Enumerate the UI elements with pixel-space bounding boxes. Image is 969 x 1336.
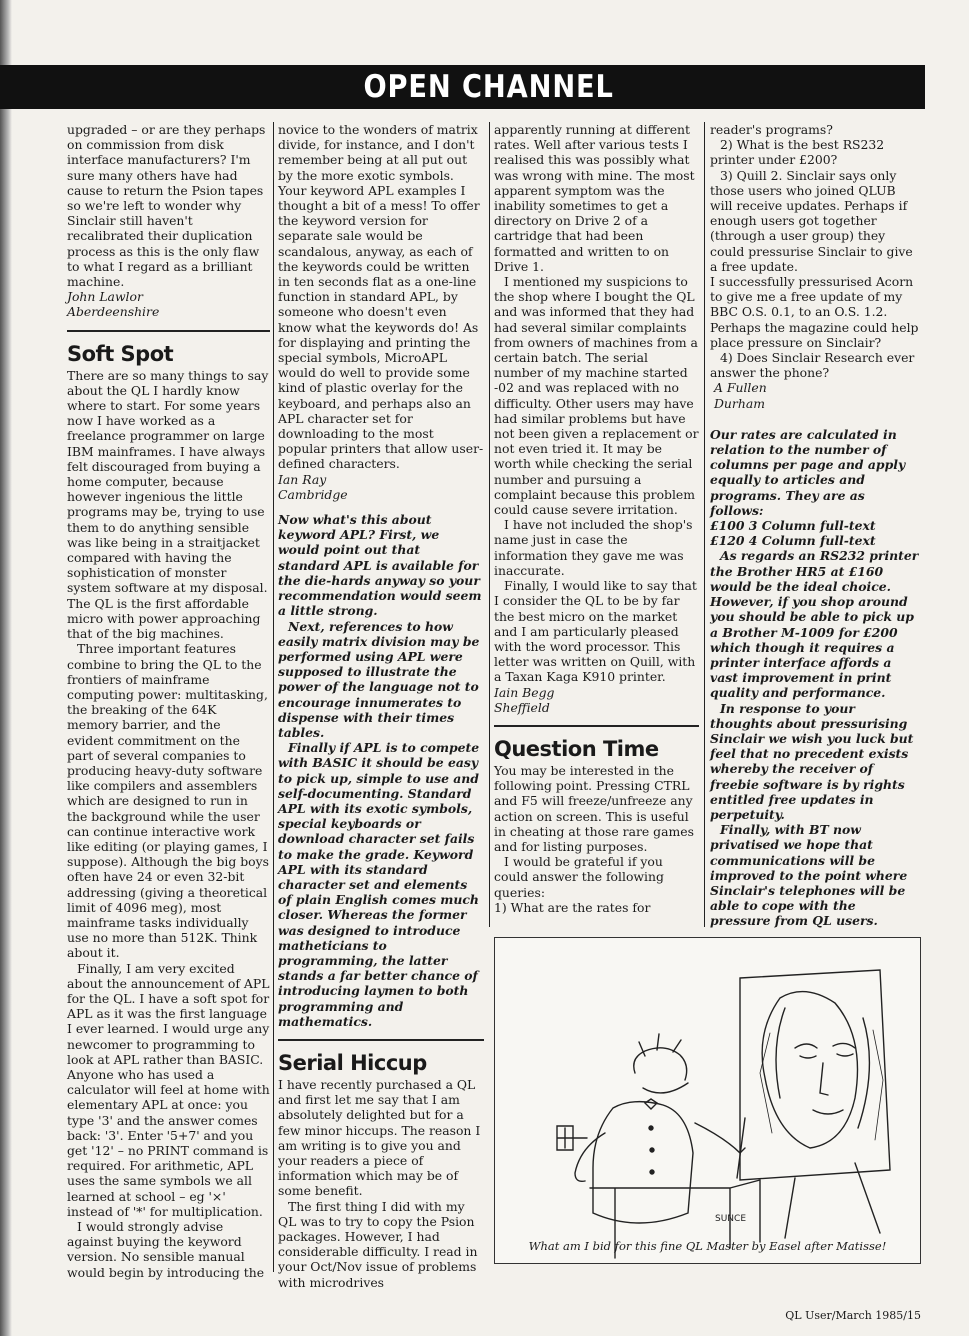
paragraph: I have not included the shop's name just in case the information they gave me was inaccurate. (494, 517, 693, 578)
heading-question-time: Question Time (494, 736, 659, 761)
section-rule (278, 1039, 484, 1041)
paragraph: The first thing I did with my QL was to try to copy the Psion packages. However, I had considerable difficulty. I read in your Oct/Nov issue of problems with microdrives (278, 1198, 478, 1290)
letter-location: Cambridge (278, 486, 348, 502)
paragraph: Three important features combine to bring the QL to the frontiers of mainframe computing power: multitasking, the breaking of the 64K memory barrier, and the evident commitment on the part of several companies to producing heavy-duty software like compilers and assemblers which are designed to run in the background while the user can continue interactive work like editing (or playing games, I suppose). Although the big boys often have 24 or even 32-bit addressing (giving a theoretical limit of 4096 meg), most mainframe tasks individually use no more than 512K. Think about it. (67, 641, 269, 961)
section-header (0, 65, 925, 109)
query-item: 1) What are the rates for (494, 899, 651, 915)
cartoon-caption: What am I bid for this fine QL Master by Easel after Matisse! (528, 1239, 887, 1253)
paragraph: I would strongly advise against buying the keyword version. No sensible manual would begin by introducing the (67, 1219, 265, 1280)
page-footer: QL User/March 1985/15 (785, 1309, 921, 1322)
paragraph: reader's programs? (710, 122, 833, 137)
paragraph: Finally, I am very excited about the announcement of APL for the QL. I have a soft spot for APL as it was the first language I ever learned. I would urge any newcomer to programming to look at APL rather than BASIC. Anyone who has used a calculator will feel at home with elementary APL at once: you type '3' and the answer comes back: '3'. Enter '5+7' and you get '12' – no PRINT command is required. For arithmetic, APL uses the same symbols we all learned at school – eg '×' instead of '*' for multiplication. (67, 960, 270, 1219)
paragraph: Finally, I would like to say that I consider the QL to be by far the best micro on the market and I am particularly pleased with the word processor. This letter was written on Quill, with a Taxan Kaga K910 printer. (494, 578, 697, 685)
paragraph: There are so many things to say about the QL I hardly know where to start. For some years now I have worked as a freelance programmer on large IBM mainframes. I have always felt discouraged from buying a home computer, because however ingenious the little programs may be, trying to use them to do anything sensible was like being in a straitjacket compared with having the sophistication of monster system software at my disposal. The QL is the first affordable micro with power approaching that of the big machines. (67, 367, 269, 642)
rate-line: £120 4 Column full-text (710, 533, 876, 549)
letter-location: Aberdeenshire (67, 304, 160, 320)
artist-signature: SUNCE (715, 1214, 747, 1224)
paragraph: novice to the wonders of matrix divide, for instance, and I don't remember being at all put out by the more exotic symbols. Your keyword APL examples I thought a bit of a mess! To offer the keyword version for separate sale would be scandalous, anyway, as each of the keywords could be written in ten seconds flat as a one-line function in standard APL, by someone who doesn't even know what the keywords do! As for displaying and printing the special symbols, MicroAPL would do well to provide some kind of plastic overlay for the keyboard, and perhaps also an APL character set for downloading to the most popular printers that allow user-defined characters. (278, 122, 484, 472)
query-item: 4) Does Sinclair Research ever answer the phone? (710, 350, 915, 381)
section-title: OPEN CHANNEL (363, 69, 615, 105)
query-item: 3) Quill 2. Sinclair says only those users who joined QLUB will receive updates. Perhaps if enough users got together (through a user group) they could pressurise Sinclair to give a free update. (710, 167, 913, 274)
paragraph: apparently running at different rates. Well after various tests I realised this was possibly what was wrong with mine. The most apparent symptom was the inability sometimes to get a directory on Drive 2 of a cartridge that had been formatted and written to on Drive 1. (494, 122, 695, 274)
paragraph: You may be interested in the following point. Pressing CTRL and F5 will freeze/unfreeze any action on screen. This is useful in cheating at those rare games and for listing purposes. (494, 762, 694, 854)
letter-location: Sheffield (494, 699, 550, 715)
letter-author: A Fullen (714, 380, 767, 396)
editor-reply: In response to your thoughts about pressurising Sinclair we wish you luck but feel that no precedent exists whereby the receiver of freebie software is by rights entitled free updates in perpetuity. (710, 700, 914, 822)
paragraph: I mentioned my suspicions to the shop where I bought the QL and was informed that they had had several similar complaints from owners of machines from a certain batch. The serial number of my machine started -02 and was replaced with no difficulty. Other users may have had similar problems but have not been given a replacement or not even tried it. It may be worth while checking the serial number and pursuing a complaint because this problem could cause severe irritation. (494, 274, 699, 518)
heading-soft-spot: Soft Spot (67, 341, 174, 366)
paragraph: I have recently purchased a QL and first let me say that I am absolutely delighted but for a few minor hiccups. The reason I am writing is to give you and your readers a piece of information which may be of some benefit. (278, 1076, 481, 1199)
letter-author: Iain Begg (494, 684, 555, 700)
cartoon-drawing (495, 938, 920, 1263)
cartoon-illustration (494, 937, 921, 1264)
editor-reply: As regards an RS232 printer the Brother HR5 at £160 would be the ideal choice. However, if you shop around you should be able to pick up a Brother M-1009 for £200 which though it requires a printer interface affords a vast improvement in print quality and performance. (710, 548, 919, 701)
column-3 (494, 122, 699, 915)
letter-author: Ian Ray (278, 471, 327, 487)
letter-location: Durham (714, 395, 765, 411)
query-item: 2) What is the best RS232 printer under £200? (710, 137, 885, 168)
editor-reply: Now what's this about keyword APL? First, we would point out that standard APL is available for the die-hards anyway so your recommendation would seem a little strong. (278, 512, 482, 619)
heading-serial-hiccup: Serial Hiccup (278, 1050, 427, 1075)
column-1 (67, 122, 270, 1280)
section-rule (67, 330, 270, 332)
editor-reply: Next, references to how easily matrix division may be performed using APL were supposed to illustrate the power of the language not to encourage innumerates to dispense with their times tables. (278, 618, 480, 740)
column-divider (704, 122, 705, 927)
editor-reply: Our rates are calculated in relation to the number of columns per page and apply equally to articles and programs. They are as follows: (710, 426, 906, 518)
section-rule (494, 725, 699, 727)
column-divider (489, 122, 490, 927)
paragraph: I would be grateful if you could answer the following queries: (494, 854, 664, 900)
editor-reply: Finally, with BT now privatised we hope that communications will be improved to the point where Sinclair's telephones will be able to cope with the pressure from QL users. (710, 822, 908, 929)
column-2 (278, 122, 484, 1290)
column-4 (710, 122, 920, 929)
column-divider (273, 122, 274, 1272)
letter-continued-text: upgraded – or are they perhaps on commission from disk interface manufacturers? I'm sure many others have had cause to return the Psion tapes so we're left to wonder why Sinclair still haven't recalibrated their duplication process as this is the only flaw to what I regard as a brilliant machine. (67, 122, 266, 290)
paragraph: I successfully pressurised Acorn to give me a free update of my BBC O.S. 0.1, to an O.S. 1.2. Perhaps the magazine could help place pressure on Sinclair? (710, 274, 919, 350)
editor-reply: Finally if APL is to compete with BASIC it should be easy to pick up, simple to use and self-documenting. Standard APL with its exotic symbols, special keyboards or download character set fails to make the grade. Keyword APL with its standard character set and elements of plain English comes much closer. Whereas the former was designed to introduce matheticians to programming, the latter stands a far better chance of introducing laymen to both programming and mathematics. (278, 740, 480, 1029)
rate-line: £100 3 Column full-text (710, 518, 876, 534)
letter-author: John Lawlor (67, 289, 143, 305)
page-gutter-shadow (0, 0, 12, 1336)
